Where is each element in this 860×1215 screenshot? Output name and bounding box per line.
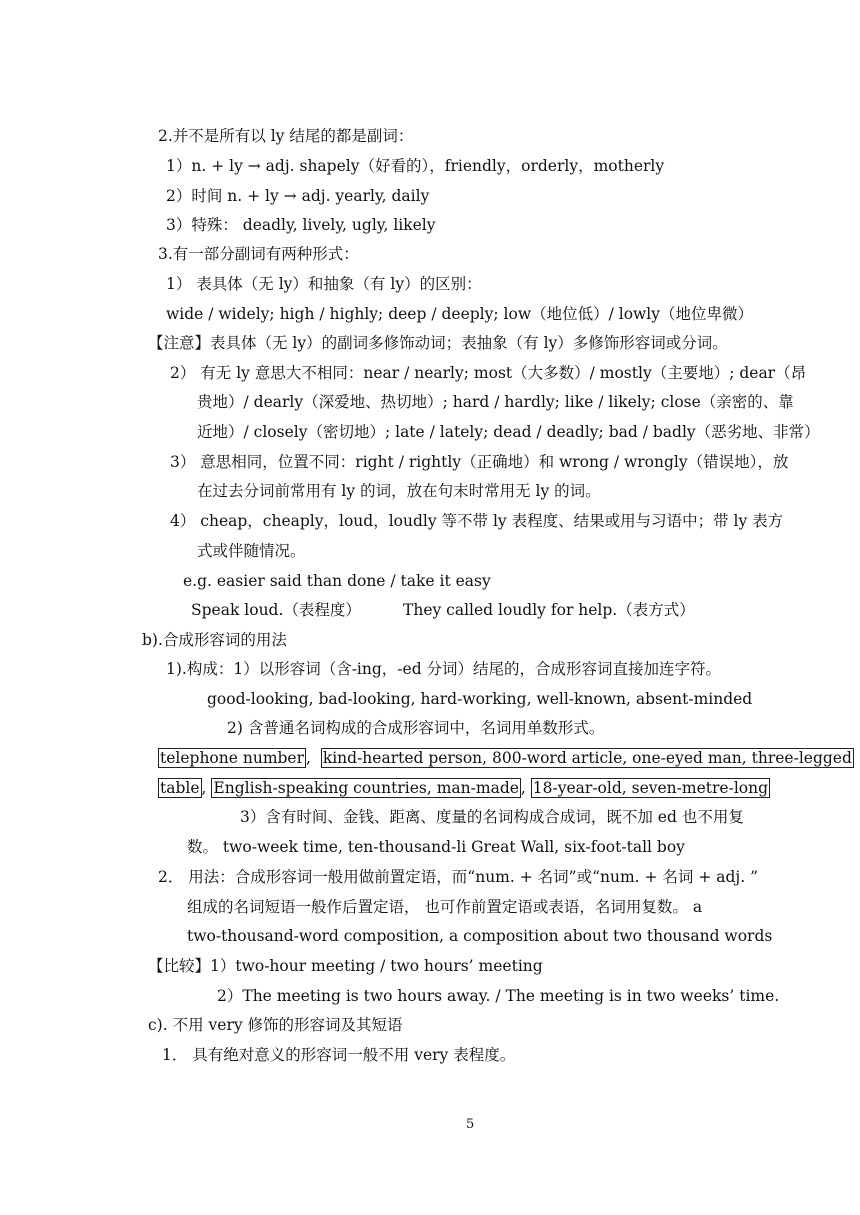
section-3-title: 3.有一部分副词有两种形式： [158,245,359,263]
section-b-item-1-examples: good-looking, bad-looking, hard-working, well-known, absent-minded [207,690,753,708]
section-3-item-4-line-2: 式或伴随情况。 [197,542,306,560]
compare-line-2: 2）The meeting is two hours away. / The meeting is in two weeks’ time. [217,987,780,1005]
section-3-item-1: 1） 表具体（无 ly）和抽象（有 ly）的区别： [166,275,482,293]
section-b-item-2-line-3: two-thousand-word composition, a composition about two thousand words [187,927,773,945]
boxed-example-english-speaking: English-speaking countries, man-made [213,779,519,797]
section-3-item-3-line-2: 在过去分词前常用有 ly 的词，放在句末时常用无 ly 的词。 [197,482,601,500]
section-b-item-1-2: 2) 含普通名词构成的合成形容词中，名词用单数形式。 [227,719,605,737]
section-3-item-2-line-1: 2） 有无 ly 意思大不相同：near / nearly; most（大多数）/ mostly（主要地）; dear（昂 [170,364,807,382]
boxed-example-kind-hearted: kind-hearted person, 800-word article, one-eyed man, three-legged [322,749,852,767]
section-b-item-2-line-2: 组成的名词短语一般作后置定语， 也可作前置定语或表语，名词用复数。 a [187,898,703,916]
boxed-examples-line-1: telephone number , kind-hearted person, 800-word article, one-eyed man, three-legged [160,749,852,767]
section-2-title: 2.并不是所有以 ly 结尾的都是副词： [158,127,414,145]
section-3-item-3-line-1: 3） 意思相同，位置不同：right / rightly（正确地）和 wrong / wrongly（错误地），放 [170,453,789,471]
boxed-example-telephone-number: telephone number [160,749,305,767]
note-paragraph: 【注意】表具体（无 ly）的副词多修饰动词；表抽象（有 ly）多修饰形容词或分词。 [148,334,728,352]
section-3-item-2-line-3: 近地）/ closely（密切地）; late / lately; dead / deadly; bad / badly（恶劣地、非常） [197,423,820,441]
example-line-1: e.g. easier said than done / take it easy [183,572,491,590]
section-3-item-1-examples: wide / widely; high / highly; deep / deeply; low（地位低）/ lowly（地位卑微） [166,305,754,323]
section-c-item-1: 1． 具有绝对意义的形容词一般不用 very 表程度。 [162,1046,516,1064]
section-b-item-2-line-1: 2． 用法：合成形容词一般用做前置定语，而“num. + 名词”或“num. + 名词 + adj. ” [158,868,759,886]
boxed-examples-line-2: table , English-speaking countries, man-made , 18-year-old, seven-metre-long [160,779,769,797]
section-b-item-1-3-line-2: 数。 two-week time, ten-thousand-li Great Wall, six-foot-tall boy [187,838,685,856]
example-line-2b: They called loudly for help.（表方式） [403,601,695,619]
section-3-item-2-line-2: 贵地）/ dearly（深爱地、热切地）; hard / hardly; like / likely; close（亲密的、靠 [197,393,794,411]
section-b-title: b).合成形容词的用法 [142,631,287,649]
section-c-title: c). 不用 very 修饰的形容词及其短语 [148,1016,403,1034]
section-b-item-1: 1).构成：1）以形容词（含-ing，-ed 分词）结尾的，合成形容词直接加连字符。 [166,660,722,678]
section-2-item-2: 2）时间 n. + ly → adj. yearly, daily [166,187,430,205]
section-2-item-1: 1）n. + ly → adj. shapely（好看的），friendly，orderly，motherly [166,157,665,175]
boxed-example-18-year-old: 18-year-old, seven-metre-long [532,779,769,797]
section-b-item-1-3-line-1: 3）含有时间、金钱、距离、度量的名词构成合成词，既不加 ed 也不用复 [240,808,744,826]
page-number: 5 [466,1117,475,1132]
boxed-example-table: table [160,779,200,797]
example-line-2a: Speak loud.（表程度） [191,601,361,619]
section-2-item-3: 3）特殊： deadly, lively, ugly, likely [166,216,436,234]
compare-line-1: 【比较】1）two-hour meeting / two hours’ meeting [148,957,543,975]
section-3-item-4-line-1: 4） cheap，cheaply，loud，loudly 等不带 ly 表程度、结果或用与习语中；带 ly 表方 [170,512,784,530]
